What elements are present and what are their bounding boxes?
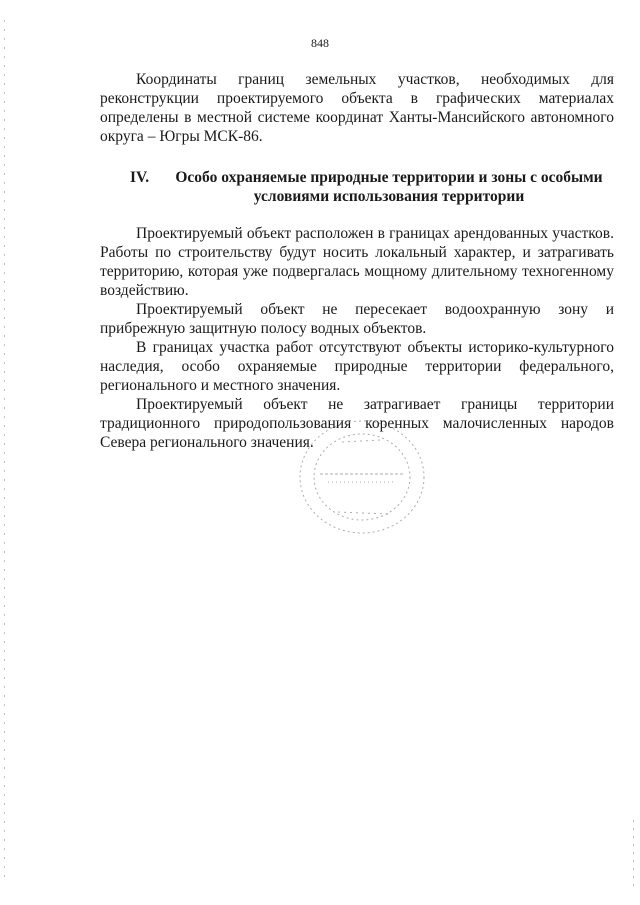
section-title: Особо охраняемые природные территории и зоны с особыми условиями использования территории — [175, 169, 603, 205]
page-number: 848 — [311, 36, 329, 50]
section-heading — [100, 168, 614, 206]
scan-edge-left — [4, 20, 5, 880]
seal-stamp — [292, 412, 432, 542]
paragraph-location: Проектируемый объект расположен в границах арендованных участков. Работы по строительству будут носить локальный характер, и затрагивать территорию, которая уже подвергалась мощному длительному техногенному воздействию. — [100, 225, 614, 299]
scan-edge-right — [633, 820, 634, 890]
paragraph-water-zone: Проектируемый объект не пересекает водоохранную зону и прибрежную защитную полосу водных объектов. — [100, 301, 614, 337]
paragraph-coordinates: Координаты границ земельных участков, необходимых для реконструкции проектируемого объекта в графических материалах определены в местной системе координат Ханты-Мансийского автономного округа – Югры МСК-86. — [100, 71, 614, 145]
section-number: IV. — [130, 169, 150, 186]
paragraph-traditional-land: Проектируемый объект не затрагивает границы территории традиционного природопользования коренных малочисленных народов Севера регионального значения. — [100, 396, 614, 451]
paragraph-heritage: В границах участка работ отсутствуют объекты историко-культурного наследия, особо охраняемые природные территории федерального, регионального и местного значения. — [100, 339, 614, 394]
